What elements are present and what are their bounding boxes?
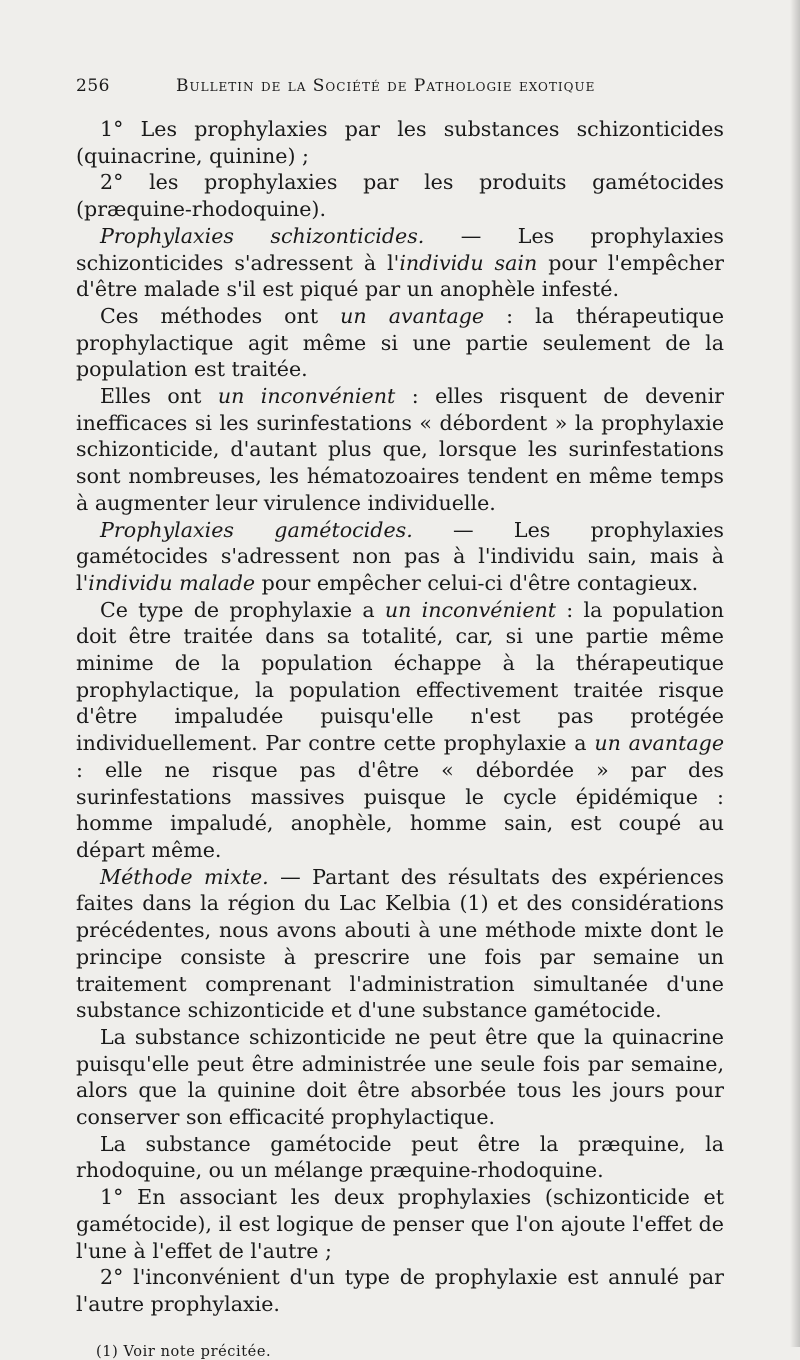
paragraph: 1° En associant les deux prophylaxies (schizonticide et gamétocide), il est logique de penser que l'on ajoute l'effet de l'une à l'effet de l'autre ; — [76, 1185, 724, 1263]
emphasis: un avantage — [340, 303, 485, 328]
paragraph: Prophylaxies schizonticides. — Les prophylaxies schizonticides s'adressent à l'individu sain pour l'empêcher d'être malade s'il est piqué par un anophèle infesté. — [76, 223, 725, 302]
emphasis: un inconvénient — [384, 597, 557, 622]
paragraph: Ces méthodes ont un avantage : la thérapeutique prophylactique agit même si une partie seulement de la population est traitée. — [76, 303, 725, 382]
footnote: (1) Voir note précitée. — [96, 1343, 272, 1360]
paragraph: 2° l'inconvénient d'un type de prophylaxie est annulé par l'autre prophylaxie. — [76, 1265, 724, 1316]
paragraph: La substance schizonticide ne peut être que la quinacrine puisqu'elle peut être administrée une seule fois par semaine, alors que la quinine doit être absorbée tous les jours pour conserver son efficacité prophylactique. — [76, 1024, 724, 1130]
paragraph: 2° les prophylaxies par les produits gamétocides (præquine-rhodoquine). — [76, 170, 724, 222]
section-heading: Prophylaxies gamétocides. — [100, 517, 413, 542]
body-text — [76, 116, 724, 1318]
paragraph: Méthode mixte. — Partant des résultats des expériences faites dans la région du Lac Kelbia (1) et des considérations précédentes, nous avons abouti à une méthode mixte dont le principe consiste à prescrire une fois par semaine un traitement comprenant l'administration simultanée d'une substance schizonticide et d'une substance gamétocide. — [76, 864, 724, 1023]
emphasis: individu malade — [88, 570, 256, 595]
emphasis: un avantage — [594, 731, 725, 756]
paragraph: La substance gamétocide peut être la præquine, la rhodoquine, ou un mélange præquine-rhodoquine. — [76, 1131, 724, 1183]
section-heading: Prophylaxies schizonticides. — [100, 223, 425, 248]
page-number: 256 — [76, 76, 110, 96]
paragraph: Elles ont un inconvénient : elles risquent de devenir inefficaces si les surinfestations « débordent » la prophylaxie schizonticide, d'autant plus que, lorsque les surinfestations sont nombreuses, les hématozoaires tendent en même temps à augmenter leur virulence individuelle. — [76, 384, 725, 515]
emphasis: individu sain — [399, 250, 538, 275]
journal-title: Bulletin de la Société de Pathologie exotique — [176, 76, 596, 96]
paragraph: Prophylaxies gamétocides. — Les prophylaxies gamétocides s'adressent non pas à l'individu sain, mais à l'individu malade pour empêcher celui-ci d'être contagieux. — [76, 517, 724, 595]
paragraph: 1° Les prophylaxies par les substances schizonticides (quinacrine, quinine) ; — [76, 117, 724, 168]
running-header — [76, 76, 724, 96]
emphasis: un inconvénient — [217, 384, 396, 409]
paragraph: Ce type de prophylaxie a un inconvénient : la population doit être traitée dans sa totalité, car, si une partie même minime de la population échappe à la thérapeutique prophylactique, la population effectivement traitée risque d'être impaludée puisqu'elle n'est pas protégée individuellement. Par contre cette prophylaxie a un avantage : elle ne risque pas d'être « débordée » par des surinfestations massives puisque le cycle épidémique : homme impaludé, anophèle, homme sain, est coupé au départ même. — [76, 597, 725, 862]
section-heading: Méthode mixte. — [100, 864, 269, 889]
